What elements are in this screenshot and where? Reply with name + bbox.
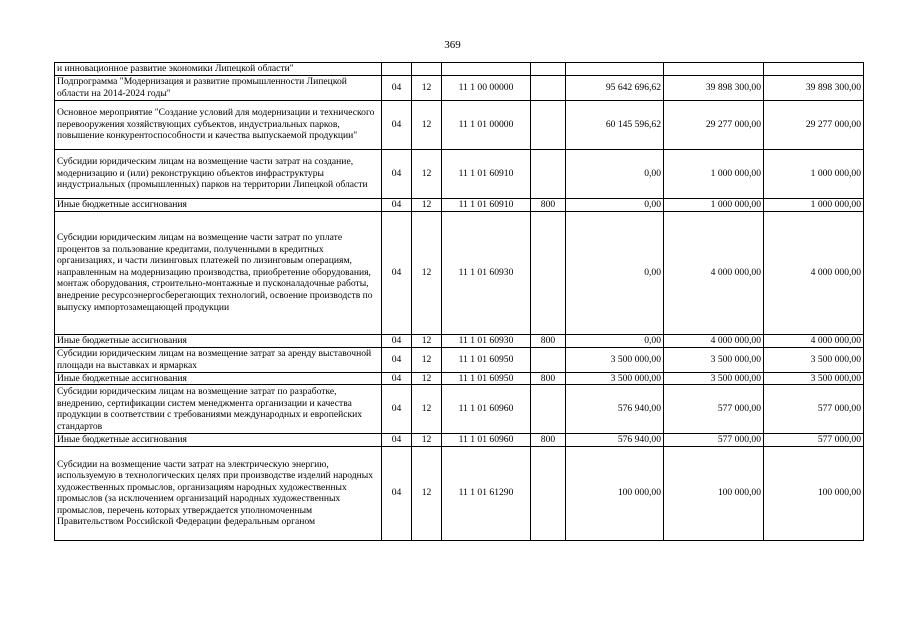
cell-section-code: 12 (412, 434, 442, 447)
cell-ministry-code: 04 (382, 434, 412, 447)
cell-expense-type (531, 100, 566, 149)
cell-expense-type (531, 347, 566, 372)
table-row (55, 347, 864, 372)
table-row (55, 75, 864, 100)
cell-amount-1: 3 500 000,00 (566, 372, 664, 385)
cell-name: Основное мероприятие "Создание условий для модернизации и технического перевооружения хозяйствующих субъектов, индустриальных парков, повышение конкурентоспособности и качества выпускаемой продукции" (55, 100, 382, 149)
cell-amount-1: 0,00 (566, 334, 664, 347)
cell-name: Субсидии на возмещение части затрат на электрическую энергию, используемую в технологических целях при производстве изделий народных художественных промыслов, организациям народных художественных промыслов (за исключением организаций народных художественных промыслов, перечень которых утверждается уполномоченным Правительством Российской Федерации федеральным органом (55, 446, 382, 540)
cell-amount-3: 4 000 000,00 (764, 211, 864, 334)
cell-expense-type (531, 63, 566, 76)
cell-ministry-code (382, 63, 412, 76)
cell-amount-1 (566, 63, 664, 76)
cell-amount-2: 577 000,00 (664, 385, 764, 434)
cell-section-code: 12 (412, 347, 442, 372)
cell-name: Иные бюджетные ассигнования (55, 372, 382, 385)
cell-target-code: 11 1 01 60930 (442, 334, 531, 347)
table-row (55, 434, 864, 447)
table-row (55, 446, 864, 540)
cell-ministry-code: 04 (382, 347, 412, 372)
table-row (55, 198, 864, 211)
cell-amount-3: 577 000,00 (764, 385, 864, 434)
cell-amount-3 (764, 63, 864, 76)
cell-target-code: 11 1 00 00000 (442, 75, 531, 100)
table-row (55, 211, 864, 334)
cell-expense-type: 800 (531, 334, 566, 347)
cell-expense-type (531, 211, 566, 334)
cell-amount-1: 95 642 696,62 (566, 75, 664, 100)
table-row (55, 149, 864, 198)
table-row (55, 100, 864, 149)
cell-target-code: 11 1 01 60950 (442, 372, 531, 385)
cell-name: Субсидии юридическим лицам на возмещение части затрат на создание, модернизацию и (или) реконструкцию объектов инфраструктуры индустриальных (промышленных) парков на территории Липецкой области (55, 149, 382, 198)
cell-amount-1: 0,00 (566, 198, 664, 211)
table-row (55, 63, 864, 76)
budget-table (54, 62, 864, 541)
cell-target-code: 11 1 01 60960 (442, 385, 531, 434)
cell-target-code (442, 63, 531, 76)
cell-target-code: 11 1 01 61290 (442, 446, 531, 540)
cell-amount-3: 3 500 000,00 (764, 347, 864, 372)
cell-expense-type: 800 (531, 372, 566, 385)
cell-amount-2 (664, 63, 764, 76)
cell-ministry-code: 04 (382, 385, 412, 434)
cell-amount-3: 29 277 000,00 (764, 100, 864, 149)
cell-name: и инновационное развитие экономики Липецкой области" (55, 63, 382, 76)
cell-target-code: 11 1 01 00000 (442, 100, 531, 149)
cell-ministry-code: 04 (382, 149, 412, 198)
cell-section-code: 12 (412, 198, 442, 211)
cell-section-code: 12 (412, 75, 442, 100)
cell-amount-1: 60 145 596,62 (566, 100, 664, 149)
cell-amount-1: 100 000,00 (566, 446, 664, 540)
cell-amount-2: 29 277 000,00 (664, 100, 764, 149)
cell-target-code: 11 1 01 60950 (442, 347, 531, 372)
cell-ministry-code: 04 (382, 75, 412, 100)
cell-amount-2: 1 000 000,00 (664, 149, 764, 198)
cell-amount-3: 1 000 000,00 (764, 149, 864, 198)
cell-amount-1: 0,00 (566, 211, 664, 334)
cell-amount-1: 576 940,00 (566, 385, 664, 434)
cell-name: Иные бюджетные ассигнования (55, 198, 382, 211)
cell-ministry-code: 04 (382, 372, 412, 385)
cell-name: Подпрограмма "Модернизация и развитие промышленности Липецкой области на 2014-2024 годы" (55, 75, 382, 100)
cell-ministry-code: 04 (382, 334, 412, 347)
cell-ministry-code: 04 (382, 446, 412, 540)
cell-expense-type (531, 385, 566, 434)
cell-target-code: 11 1 01 60960 (442, 434, 531, 447)
cell-target-code: 11 1 01 60910 (442, 149, 531, 198)
cell-target-code: 11 1 01 60910 (442, 198, 531, 211)
cell-section-code: 12 (412, 334, 442, 347)
cell-expense-type (531, 149, 566, 198)
cell-amount-2: 4 000 000,00 (664, 334, 764, 347)
cell-expense-type: 800 (531, 198, 566, 211)
cell-amount-3: 39 898 300,00 (764, 75, 864, 100)
cell-expense-type (531, 446, 566, 540)
cell-ministry-code: 04 (382, 198, 412, 211)
cell-amount-1: 576 940,00 (566, 434, 664, 447)
cell-amount-1: 3 500 000,00 (566, 347, 664, 372)
table-row (55, 334, 864, 347)
table-row (55, 372, 864, 385)
cell-section-code: 12 (412, 149, 442, 198)
cell-ministry-code: 04 (382, 211, 412, 334)
cell-amount-1: 0,00 (566, 149, 664, 198)
cell-expense-type: 800 (531, 434, 566, 447)
cell-amount-2: 1 000 000,00 (664, 198, 764, 211)
cell-amount-3: 4 000 000,00 (764, 334, 864, 347)
cell-section-code (412, 63, 442, 76)
cell-expense-type (531, 75, 566, 100)
cell-name: Субсидии юридическим лицам на возмещение части затрат по уплате процентов за пользование кредитами, полученными в кредитных организациях, и части лизинговых платежей по лизинговым операциям, направленным на модернизацию производства, приобретение оборудования, монтаж оборудования, строительно-монтажные и пусконаладочные работы, внедрение ресурсоэнергосберегающих технологий, освоение производств по выпуску импортозамещающей продукции (55, 211, 382, 334)
cell-amount-2: 39 898 300,00 (664, 75, 764, 100)
cell-name: Субсидии юридическим лицам на возмещение затрат по разработке, внедрению, сертификации систем менеджмента организации и качества продукции в соответствии с требованиями международных и европейских стандартов (55, 385, 382, 434)
cell-name: Субсидии юридическим лицам на возмещение затрат за аренду выставочной площади на выставках и ярмарках (55, 347, 382, 372)
cell-amount-3: 577 000,00 (764, 434, 864, 447)
cell-amount-2: 3 500 000,00 (664, 347, 764, 372)
table-row (55, 385, 864, 434)
cell-amount-3: 3 500 000,00 (764, 372, 864, 385)
cell-section-code: 12 (412, 372, 442, 385)
page-number: 369 (444, 39, 461, 51)
cell-name: Иные бюджетные ассигнования (55, 434, 382, 447)
cell-section-code: 12 (412, 211, 442, 334)
cell-amount-2: 3 500 000,00 (664, 372, 764, 385)
cell-amount-2: 4 000 000,00 (664, 211, 764, 334)
cell-section-code: 12 (412, 100, 442, 149)
cell-amount-3: 100 000,00 (764, 446, 864, 540)
cell-section-code: 12 (412, 446, 442, 540)
cell-amount-2: 100 000,00 (664, 446, 764, 540)
cell-amount-2: 577 000,00 (664, 434, 764, 447)
cell-section-code: 12 (412, 385, 442, 434)
cell-name: Иные бюджетные ассигнования (55, 334, 382, 347)
cell-ministry-code: 04 (382, 100, 412, 149)
cell-amount-3: 1 000 000,00 (764, 198, 864, 211)
cell-target-code: 11 1 01 60930 (442, 211, 531, 334)
